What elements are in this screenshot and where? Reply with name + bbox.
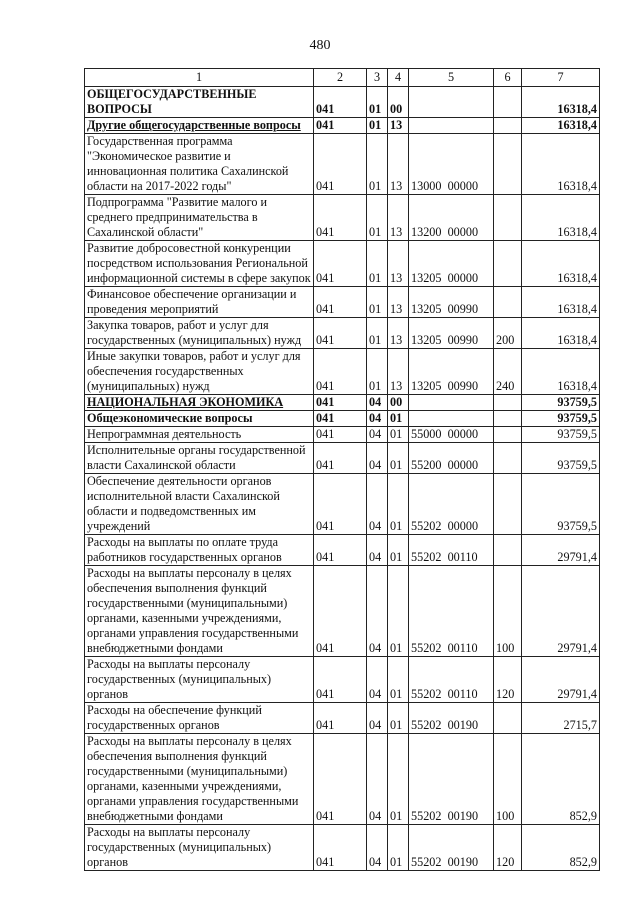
row-name [85,566,314,657]
row-amount [522,134,600,195]
row-ministry-code-text: 041 [316,458,335,472]
row-amount [522,395,600,411]
row-subsection [388,349,409,395]
row-section-text: 04 [369,550,382,564]
row-amount [522,443,600,474]
row-target-article-text: 13205 00000 [411,271,479,285]
col-header-5: 5 [409,69,494,87]
row-name-text: Развитие добросовестной конкуренции посредством использования Региональной информационной системы в сфере закупок [87,241,311,285]
row-target-article-text: 13205 00990 [411,302,479,316]
row-subsection-text: 01 [390,687,403,701]
row-name [85,118,314,134]
row-ministry-code-text: 041 [316,271,335,285]
row-target-article [409,443,494,474]
row-amount [522,411,600,427]
row-target-article [409,427,494,443]
row-name [85,241,314,287]
row-amount-text: 29791,4 [557,687,597,701]
row-name-text: Государственная программа "Экономическое развитие и инновационная политика Сахалинской области на 2017-2022 годы" [87,134,289,193]
row-section [367,566,388,657]
row-amount [522,287,600,318]
row-expense-type [494,566,522,657]
row-amount [522,474,600,535]
row-subsection [388,411,409,427]
row-target-article [409,318,494,349]
row-section [367,349,388,395]
row-name [85,87,314,118]
row-name-text: НАЦИОНАЛЬНАЯ ЭКОНОМИКА [87,395,284,409]
row-section [367,118,388,134]
row-amount [522,427,600,443]
row-target-article [409,287,494,318]
row-section [367,134,388,195]
row-ministry-code [314,287,367,318]
row-section [367,657,388,703]
row-amount-text: 852,9 [569,855,597,869]
row-target-article-text: 55202 00190 [411,855,479,869]
row-section [367,443,388,474]
row-target-article [409,118,494,134]
row-target-article [409,395,494,411]
row-target-article-text: 55202 00110 [411,687,478,701]
row-target-article-text: 13205 00990 [411,379,479,393]
row-ministry-code [314,134,367,195]
row-target-article-text: 55202 00190 [411,809,479,823]
row-amount-text: 93759,5 [557,458,597,472]
row-ministry-code [314,395,367,411]
row-name-text: Другие общегосударственные вопросы [87,118,301,132]
row-amount-text: 852,9 [569,809,597,823]
row-subsection-text: 13 [390,225,403,239]
row-ministry-code-text: 041 [316,333,335,347]
row-ministry-code [314,241,367,287]
row-expense-type [494,134,522,195]
row-subsection [388,566,409,657]
row-ministry-code-text: 041 [316,118,335,132]
row-ministry-code [314,734,367,825]
row-amount [522,87,600,118]
row-ministry-code-text: 041 [316,641,335,655]
table-row [85,395,600,411]
row-section-text: 01 [369,118,382,132]
row-subsection [388,825,409,871]
table-row [85,474,600,535]
row-section-text: 04 [369,427,382,441]
row-expense-type [494,443,522,474]
row-target-article [409,241,494,287]
row-name-text: Непрограммная деятельность [87,427,242,441]
row-section [367,241,388,287]
row-ministry-code-text: 041 [316,519,335,533]
row-subsection-text: 13 [390,302,403,316]
row-target-article [409,657,494,703]
row-ministry-code-text: 041 [316,550,335,564]
row-name-text: Расходы на выплаты персоналу в целях обеспечения выполнения функций государственными (муниципальными) органами, казенными учреждениями, органами управления государственными внебюджетными фондами [87,734,299,823]
row-section-text: 01 [369,225,382,239]
row-subsection [388,703,409,734]
row-amount-text: 93759,5 [557,411,597,425]
row-expense-type [494,474,522,535]
row-subsection-text: 01 [390,855,403,869]
row-ministry-code-text: 041 [316,225,335,239]
row-amount [522,734,600,825]
row-amount [522,566,600,657]
row-name-text: Исполнительные органы государственной власти Сахалинской области [87,443,306,472]
row-subsection [388,287,409,318]
row-amount-text: 93759,5 [557,395,597,409]
table-row [85,566,600,657]
row-target-article [409,734,494,825]
row-amount-text: 16318,4 [557,118,597,132]
table-row [85,195,600,241]
row-section [367,318,388,349]
row-amount-text: 16318,4 [557,302,597,316]
row-section-text: 04 [369,411,382,425]
table-row [85,825,600,871]
row-target-article-text: 55200 00000 [411,458,479,472]
row-expense-type [494,195,522,241]
row-subsection [388,395,409,411]
row-subsection [388,657,409,703]
header-row [85,69,600,87]
table-row [85,427,600,443]
row-ministry-code [314,318,367,349]
row-expense-type [494,703,522,734]
row-ministry-code [314,195,367,241]
row-expense-type [494,87,522,118]
table-row [85,535,600,566]
budget-table [84,68,600,871]
row-section [367,411,388,427]
table-row [85,443,600,474]
row-name-text: Расходы на выплаты по оплате труда работников государственных органов [87,535,282,564]
row-subsection [388,134,409,195]
row-target-article-text: 55000 00000 [411,427,479,441]
row-target-article [409,566,494,657]
row-ministry-code-text: 041 [316,718,335,732]
row-target-article-text: 55202 00000 [411,519,479,533]
row-name-text: Иные закупки товаров, работ и услуг для обеспечения государственных (муниципальных) нужд [87,349,301,393]
row-subsection-text: 13 [390,379,403,393]
row-target-article [409,825,494,871]
row-ministry-code [314,535,367,566]
row-section-text: 01 [369,379,382,393]
row-section [367,535,388,566]
row-subsection-text: 13 [390,179,403,193]
row-target-article [409,195,494,241]
row-name-text: Расходы на выплаты персоналу государственных (муниципальных) органов [87,825,272,869]
row-subsection [388,474,409,535]
row-name [85,535,314,566]
table-row [85,734,600,825]
row-amount-text: 2715,7 [563,718,597,732]
row-name [85,411,314,427]
row-ministry-code [314,657,367,703]
row-amount-text: 29791,4 [557,641,597,655]
row-amount-text: 16318,4 [557,179,597,193]
row-target-article-text: 13205 00990 [411,333,479,347]
row-section [367,427,388,443]
row-expense-type-text: 120 [496,855,515,869]
row-subsection-text: 00 [390,102,403,116]
row-name-text: Финансовое обеспечение организации и проведения мероприятий [87,287,297,316]
row-expense-type [494,287,522,318]
row-subsection-text: 01 [390,458,403,472]
row-expense-type [494,427,522,443]
row-ministry-code-text: 041 [316,855,335,869]
row-target-article [409,703,494,734]
table-row [85,287,600,318]
row-name [85,318,314,349]
row-section [367,734,388,825]
row-name [85,657,314,703]
row-name [85,825,314,871]
row-ministry-code [314,566,367,657]
row-ministry-code-text: 041 [316,302,335,316]
row-name [85,474,314,535]
row-amount-text: 29791,4 [557,550,597,564]
row-ministry-code-text: 041 [316,427,335,441]
row-subsection [388,195,409,241]
row-ministry-code-text: 041 [316,809,335,823]
row-section [367,87,388,118]
row-amount-text: 16318,4 [557,333,597,347]
row-target-article [409,134,494,195]
row-name [85,195,314,241]
table-row [85,87,600,118]
page-number: 480 [309,38,331,53]
table-row [85,318,600,349]
row-section-text: 04 [369,718,382,732]
row-ministry-code [314,703,367,734]
row-target-article [409,87,494,118]
row-subsection [388,118,409,134]
col-header-6: 6 [494,69,522,87]
row-amount [522,195,600,241]
col-header-7: 7 [522,69,600,87]
row-subsection-text: 13 [390,271,403,285]
row-amount [522,703,600,734]
row-section [367,195,388,241]
row-name-text: Расходы на выплаты персоналу государственных (муниципальных) органов [87,657,272,701]
row-name-text: Расходы на выплаты персоналу в целях обеспечения выполнения функций государственными (муниципальными) органами, казенными учреждениями, органами управления государственными внебюджетными фондами [87,566,299,655]
row-subsection [388,318,409,349]
row-section-text: 04 [369,395,382,409]
row-amount-text: 93759,5 [557,519,597,533]
row-target-article-text: 13200 00000 [411,225,479,239]
row-ministry-code [314,349,367,395]
row-subsection-text: 13 [390,333,403,347]
row-expense-type [494,118,522,134]
row-subsection-text: 01 [390,427,403,441]
row-amount-text: 93759,5 [557,427,597,441]
row-ministry-code [314,427,367,443]
row-amount [522,118,600,134]
row-subsection-text: 01 [390,641,403,655]
row-amount [522,825,600,871]
row-name [85,287,314,318]
table-row [85,118,600,134]
row-name-text: Общеэкономические вопросы [87,411,253,425]
row-target-article [409,411,494,427]
row-expense-type [494,318,522,349]
row-expense-type [494,411,522,427]
row-name [85,134,314,195]
row-section [367,395,388,411]
row-section-text: 04 [369,641,382,655]
table-row [85,241,600,287]
row-amount [522,657,600,703]
row-section-text: 04 [369,855,382,869]
row-section-text: 01 [369,271,382,285]
row-ministry-code-text: 041 [316,102,335,116]
row-ministry-code-text: 041 [316,687,335,701]
row-section-text: 04 [369,519,382,533]
row-subsection [388,87,409,118]
row-ministry-code [314,87,367,118]
row-ministry-code [314,825,367,871]
row-section [367,287,388,318]
row-section [367,474,388,535]
row-amount [522,535,600,566]
row-subsection [388,734,409,825]
row-subsection [388,443,409,474]
row-subsection-text: 01 [390,718,403,732]
row-amount [522,241,600,287]
row-subsection [388,535,409,566]
row-target-article [409,535,494,566]
row-name [85,443,314,474]
col-header-3: 3 [367,69,388,87]
row-target-article [409,474,494,535]
row-name [85,349,314,395]
row-target-article-text: 13000 00000 [411,179,479,193]
row-expense-type-text: 240 [496,379,515,393]
row-subsection-text: 01 [390,519,403,533]
row-expense-type-text: 100 [496,809,515,823]
row-name-text: Обеспечение деятельности органов исполнительной власти Сахалинской области и подведомственных им учреждений [87,474,280,533]
row-ministry-code-text: 041 [316,379,335,393]
row-name [85,703,314,734]
row-ministry-code [314,411,367,427]
row-expense-type [494,241,522,287]
table-row [85,411,600,427]
row-name-text: ОБЩЕГОСУДАРСТВЕННЫЕ ВОПРОСЫ [87,87,257,116]
row-subsection-text: 01 [390,809,403,823]
table-row [85,349,600,395]
row-target-article [409,349,494,395]
row-ministry-code [314,474,367,535]
row-name [85,427,314,443]
row-amount-text: 16318,4 [557,102,597,116]
row-section [367,703,388,734]
row-name [85,395,314,411]
row-expense-type [494,657,522,703]
row-expense-type [494,825,522,871]
col-header-2: 2 [314,69,367,87]
row-section-text: 01 [369,102,382,116]
row-expense-type [494,395,522,411]
row-subsection-text: 01 [390,550,403,564]
row-target-article-text: 55202 00190 [411,718,479,732]
row-section-text: 01 [369,333,382,347]
table-row [85,134,600,195]
row-ministry-code [314,118,367,134]
row-amount-text: 16318,4 [557,225,597,239]
row-section-text: 04 [369,687,382,701]
row-ministry-code-text: 041 [316,395,335,409]
row-subsection-text: 01 [390,411,403,425]
row-expense-type-text: 100 [496,641,515,655]
row-amount-text: 16318,4 [557,271,597,285]
row-target-article-text: 55202 00110 [411,641,478,655]
row-subsection-text: 13 [390,118,403,132]
row-ministry-code-text: 041 [316,411,335,425]
row-section-text: 04 [369,458,382,472]
table-row [85,703,600,734]
row-ministry-code [314,443,367,474]
row-subsection [388,427,409,443]
row-subsection [388,241,409,287]
row-name [85,734,314,825]
row-expense-type [494,734,522,825]
row-ministry-code-text: 041 [316,179,335,193]
row-section-text: 04 [369,809,382,823]
col-header-1: 1 [85,69,314,87]
table-row [85,657,600,703]
row-amount-text: 16318,4 [557,379,597,393]
row-amount [522,318,600,349]
col-header-4: 4 [388,69,409,87]
row-target-article-text: 55202 00110 [411,550,478,564]
row-section [367,825,388,871]
row-amount [522,349,600,395]
row-expense-type [494,535,522,566]
row-name-text: Расходы на обеспечение функций государственных органов [87,703,262,732]
row-expense-type-text: 200 [496,333,515,347]
row-name-text: Подпрограмма "Развитие малого и среднего предпринимательства в Сахалинской области" [87,195,267,239]
row-section-text: 01 [369,179,382,193]
row-name-text: Закупка товаров, работ и услуг для государственных (муниципальных) нужд [87,318,302,347]
row-expense-type-text: 120 [496,687,515,701]
row-section-text: 01 [369,302,382,316]
row-expense-type [494,349,522,395]
row-subsection-text: 00 [390,395,403,409]
